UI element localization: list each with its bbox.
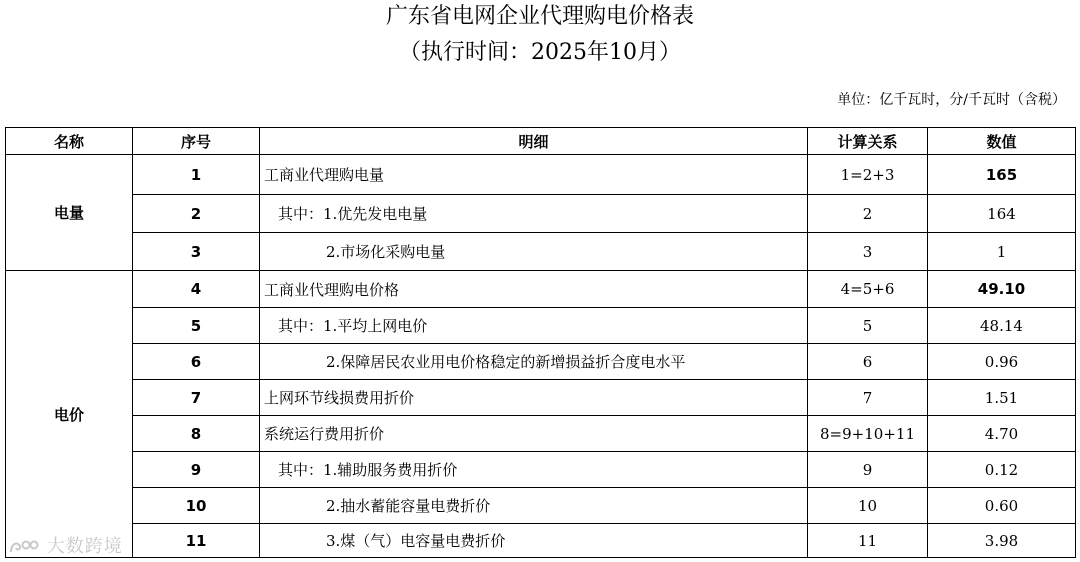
table-row	[6, 344, 1076, 380]
row-detail: 3.煤（气）电容量电费折价	[260, 524, 808, 558]
row-number: 3	[133, 233, 260, 271]
table-row	[6, 488, 1076, 524]
row-value: 1	[928, 233, 1076, 271]
row-detail: 其中：1.优先发电电量	[260, 195, 808, 233]
table-row	[6, 416, 1076, 452]
row-number: 9	[133, 452, 260, 488]
header-name: 名称	[6, 128, 133, 155]
row-calc: 4=5+6	[808, 271, 928, 308]
table-row	[6, 380, 1076, 416]
group-label-price: 电价	[6, 271, 133, 558]
row-calc: 7	[808, 380, 928, 416]
row-detail: 2.抽水蓄能容量电费折价	[260, 488, 808, 524]
group-label-quantity: 电量	[6, 155, 133, 271]
row-value: 165	[928, 155, 1076, 195]
row-value: 4.70	[928, 416, 1076, 452]
page-title: 广东省电网企业代理购电价格表	[385, 4, 694, 29]
price-table	[5, 127, 1076, 558]
row-calc: 1=2+3	[808, 155, 928, 195]
row-value: 0.96	[928, 344, 1076, 380]
row-calc: 10	[808, 488, 928, 524]
row-value: 0.12	[928, 452, 1076, 488]
row-number: 6	[133, 344, 260, 380]
row-value: 49.10	[928, 271, 1076, 308]
watermark	[8, 532, 123, 558]
row-number: 8	[133, 416, 260, 452]
row-detail: 系统运行费用折价	[260, 416, 808, 452]
table-row	[6, 155, 1076, 195]
table-row	[6, 195, 1076, 233]
unit-note: 单位：亿千瓦时，分/千瓦时（含税）	[837, 92, 1066, 108]
row-calc: 5	[808, 308, 928, 344]
header-detail: 明细	[260, 128, 808, 155]
table-row	[6, 452, 1076, 488]
table-header-row	[6, 128, 1076, 155]
table-row	[6, 271, 1076, 308]
watermark-text: 大数跨境	[46, 536, 123, 557]
row-detail: 工商业代理购电价格	[260, 271, 808, 308]
row-number: 10	[133, 488, 260, 524]
row-value: 0.60	[928, 488, 1076, 524]
row-calc: 2	[808, 195, 928, 233]
row-calc: 8=9+10+11	[808, 416, 928, 452]
row-detail: 工商业代理购电量	[260, 155, 808, 195]
row-number: 11	[133, 524, 260, 558]
row-number: 5	[133, 308, 260, 344]
row-number: 4	[133, 271, 260, 308]
row-calc: 6	[808, 344, 928, 380]
header-no: 序号	[133, 128, 260, 155]
row-number: 7	[133, 380, 260, 416]
header-calc: 计算关系	[808, 128, 928, 155]
page-subtitle: （执行时间：2025年10月）	[399, 40, 681, 65]
watermark-logo-icon	[8, 538, 40, 556]
row-calc: 11	[808, 524, 928, 558]
row-calc: 3	[808, 233, 928, 271]
row-calc: 9	[808, 452, 928, 488]
row-value: 1.51	[928, 380, 1076, 416]
header-value: 数值	[928, 128, 1076, 155]
row-value: 3.98	[928, 524, 1076, 558]
row-number: 2	[133, 195, 260, 233]
row-value: 164	[928, 195, 1076, 233]
row-detail: 上网环节线损费用折价	[260, 380, 808, 416]
row-detail: 其中：1.平均上网电价	[260, 308, 808, 344]
table-row	[6, 233, 1076, 271]
table-row	[6, 308, 1076, 344]
row-value: 48.14	[928, 308, 1076, 344]
row-detail: 2.市场化采购电量	[260, 233, 808, 271]
row-detail: 其中：1.辅助服务费用折价	[260, 452, 808, 488]
row-detail: 2.保障居民农业用电价格稳定的新增损益折合度电水平	[260, 344, 808, 380]
row-number: 1	[133, 155, 260, 195]
table-row	[6, 524, 1076, 558]
